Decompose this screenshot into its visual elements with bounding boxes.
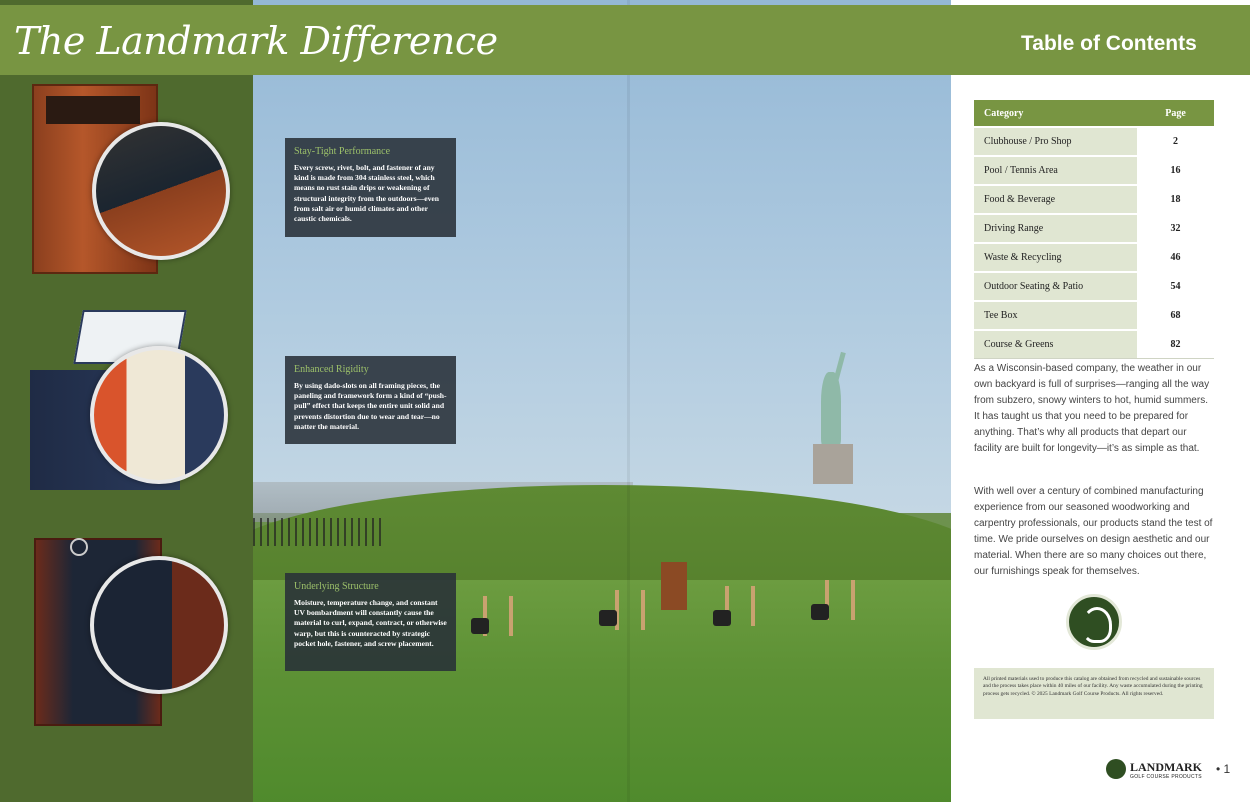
experience-paragraph: With well over a century of combined manufacturing experience from our seasoned woodworking and carpentry professionals, our products stand the test of time. We pride ourselves on design aesthetic and our material. When there are so many choices out there, our furnishings speak for themselves. xyxy=(974,486,1213,577)
table-row xyxy=(974,185,1214,214)
toc-page: 32 xyxy=(1137,214,1214,243)
toc-page: 54 xyxy=(1137,272,1214,301)
toc-category: Course & Greens xyxy=(974,330,1137,359)
toc-category: Clubhouse / Pro Shop xyxy=(974,127,1137,156)
table-row xyxy=(974,301,1214,330)
toc-table xyxy=(974,100,1214,359)
footer-logo-icon xyxy=(1106,759,1126,779)
toc-category: Food & Beverage xyxy=(974,185,1137,214)
toc-col-page: Page xyxy=(1137,100,1214,127)
left-column xyxy=(0,0,253,802)
toc-category: Tee Box xyxy=(974,301,1137,330)
feature-box-stay-tight xyxy=(285,138,456,237)
feature-heading: Stay-Tight Performance xyxy=(294,146,391,157)
table-row xyxy=(974,272,1214,301)
landmark-logo-icon xyxy=(1066,594,1122,650)
page-title: The Landmark Difference xyxy=(14,19,498,63)
toc-category: Driving Range xyxy=(974,214,1137,243)
bag-stand xyxy=(615,590,645,630)
golf-bag xyxy=(471,618,489,634)
footer-brand-sub: GOLF COURSE PRODUCTS xyxy=(1130,774,1202,780)
feature-text: Moisture, temperature change, and constant UV bombardment will constantly cause the material to curl, expand, contract, or otherwise warp, but this is counteracted by strategic pocket hole, fastener, and screw placement. xyxy=(294,598,447,648)
toc-header-row xyxy=(974,100,1214,127)
table-row xyxy=(974,243,1214,272)
table-row xyxy=(974,127,1214,156)
feature-text: By using dado-slots on all framing pieces, the paneling and framework form a kind of “push-pull” effect that keeps the entire unit solid and prevents distortion due to wear and tear—no matter the material. xyxy=(294,381,447,431)
waste-receptacle xyxy=(661,562,687,610)
toc-category: Waste & Recycling xyxy=(974,243,1137,272)
product-image-cooler-cabinet xyxy=(30,300,230,520)
table-row xyxy=(974,330,1214,359)
golf-bag xyxy=(599,610,617,626)
golf-bag xyxy=(713,610,731,626)
product-image-wood-cabinet xyxy=(32,84,232,274)
toc-category: Pool / Tennis Area xyxy=(974,156,1137,185)
toc-page: 2 xyxy=(1137,127,1214,156)
toc-page: 18 xyxy=(1137,185,1214,214)
bag-stand xyxy=(825,580,855,620)
feature-text: Every screw, rivet, bolt, and fastener of any kind is made from 304 stainless steel, which means no rust stain drips or weakening of structural integrity from the outdoors—even from salt air or humid climates and other caustic chemicals. xyxy=(294,163,439,224)
toc-title: Table of Contents xyxy=(1021,32,1197,55)
statue-of-liberty xyxy=(813,352,853,487)
page-number: • 1 xyxy=(1216,762,1231,776)
intro-paragraph: As a Wisconsin-based company, the weather in our own backyard is full of surprises—ranging all the way from subzero, snowy winters to hot, humid summers. It has taught us that you need to be prepared for anything. That’s why all products that depart our facility are built for longevity—it’s as simple as that. xyxy=(974,363,1210,454)
toc-category: Outdoor Seating & Patio xyxy=(974,272,1137,301)
footer-brand: LANDMARK xyxy=(1130,760,1202,774)
feature-heading: Underlying Structure xyxy=(294,581,379,592)
toc-col-category: Category xyxy=(974,100,1137,127)
feature-box-rigidity xyxy=(285,356,456,444)
product-image-navy-cabinet xyxy=(34,528,234,728)
table-row xyxy=(974,214,1214,243)
toc-page: 16 xyxy=(1137,156,1214,185)
toc-page: 82 xyxy=(1137,330,1214,359)
feature-box-structure xyxy=(285,573,456,671)
page-fold xyxy=(627,0,630,802)
toc-page: 46 xyxy=(1137,243,1214,272)
fence xyxy=(253,518,383,546)
feature-heading: Enhanced Rigidity xyxy=(294,364,369,375)
table-row xyxy=(974,156,1214,185)
header-band xyxy=(0,5,1250,75)
recycling-note: All printed materials used to produce this catalog are obtained from recycled and sustainable sources and the process takes place within 40 miles of our facility. Any waste accumulated during the printing process gets recycled. © 2025 Landmark Golf Course Products. All rights reserved. xyxy=(974,668,1214,719)
golf-bag xyxy=(811,604,829,620)
toc-page: 68 xyxy=(1137,301,1214,330)
